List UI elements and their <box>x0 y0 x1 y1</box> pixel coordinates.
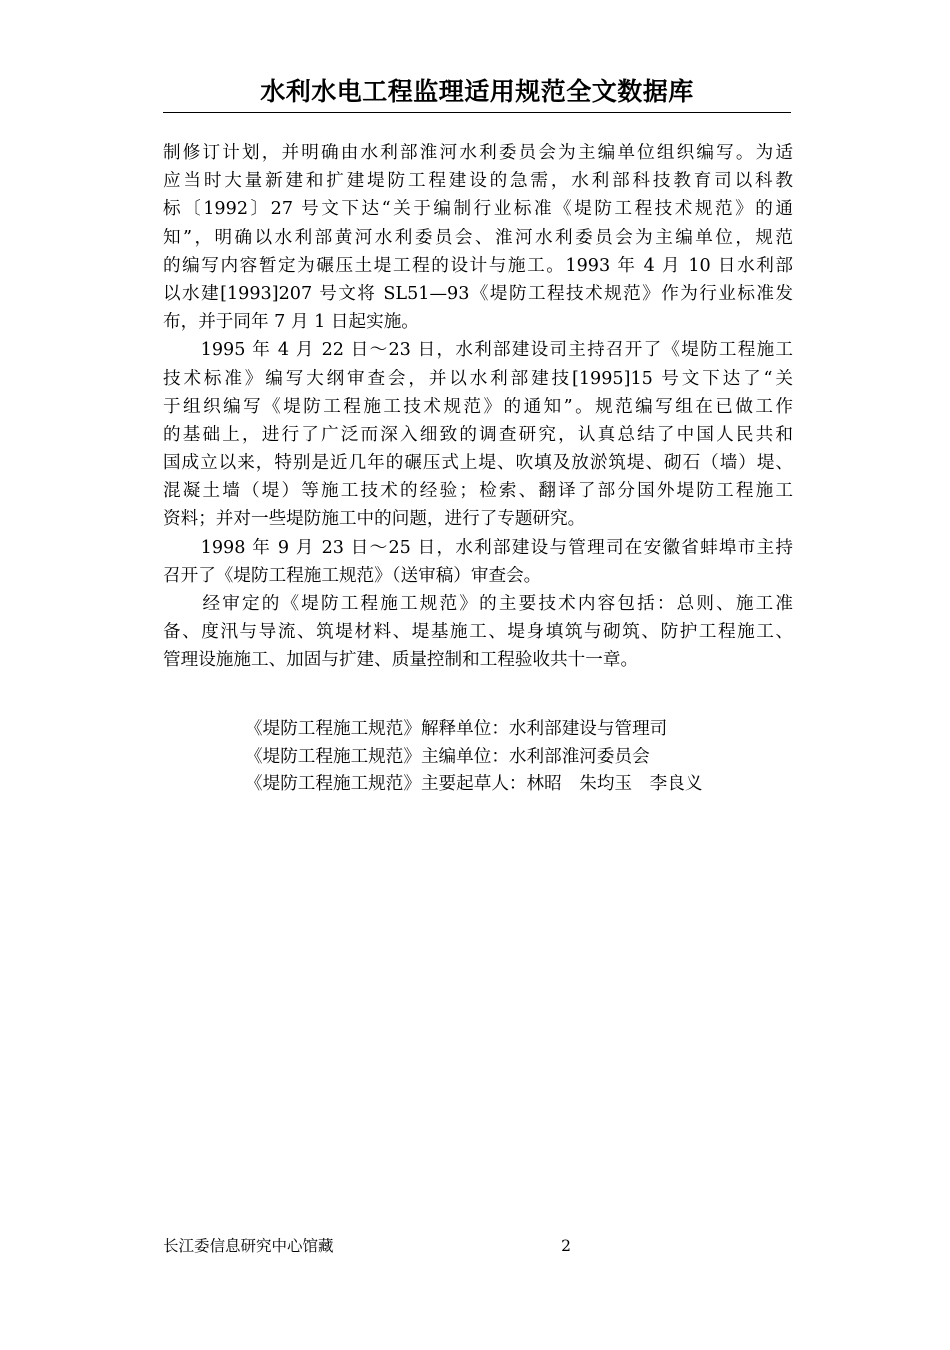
body-line: 资料；并对一些堤防施工中的问题，进行了专题研究。 <box>163 509 586 530</box>
body-line: 国成立以来，特别是近几年的碾压式上堤、吹填及放淤筑堤、砌石（墙）堤、 <box>163 453 793 474</box>
body-line: 布，并于同年 7 月 1 日起实施。 <box>163 312 419 333</box>
page-header <box>163 74 791 113</box>
body-line: 的编写内容暂定为碾压土堤工程的设计与施工。1993 年 4 月 10 日水利部 <box>163 255 793 276</box>
credit-interpreting-unit: 《堤防工程施工规范》解释单位：水利部建设与管理司 <box>245 719 668 739</box>
credit-chief-editor-unit: 《堤防工程施工规范》主编单位：水利部淮河委员会 <box>245 746 650 767</box>
body-text <box>163 139 793 675</box>
page-number: 2 <box>561 1237 571 1255</box>
body-line: 以水建[1993]207 号文将 SL51—93《堤防工程技术规范》作为行业标准发 <box>163 283 793 304</box>
body-line: 管理设施施工、加固与扩建、质量控制和工程验收共十一章。 <box>163 650 639 671</box>
body-line: 技术标准》编写大纲审查会，并以水利部建技[1995]15 号文下达了“关 <box>163 368 793 389</box>
body-line: 备、度汛与导流、筑堤材料、堤基施工、堤身填筑与砌筑、防护工程施工、 <box>163 622 793 643</box>
body-line: 知”，明确以水利部黄河水利委员会、淮河水利委员会为主编单位，规范 <box>163 227 793 248</box>
body-line: 1995 年 4 月 22 日～23 日，水利部建设司主持召开了《堤防工程施工 <box>163 340 793 361</box>
body-line: 召开了《堤防工程施工规范》（送审稿）审查会。 <box>163 565 542 586</box>
body-line: 制修订计划，并明确由水利部淮河水利委员会为主编单位组织编写。为适 <box>163 143 793 163</box>
body-line: 混凝土墙（堤）等施工技术的经验；检索、翻译了部分国外堤防工程施工 <box>163 481 793 502</box>
credits-block <box>245 716 805 799</box>
body-line: 标〔1992〕27 号文下达“关于编制行业标准《堤防工程技术规范》的通 <box>163 199 793 220</box>
body-line: 经审定的《堤防工程施工规范》的主要技术内容包括：总则、施工准 <box>163 594 793 614</box>
credit-main-drafters: 《堤防工程施工规范》主要起草人：林昭 朱均玉 李良义 <box>245 774 703 794</box>
body-line: 于组织编写《堤防工程施工技术规范》的通知”。规范编写组在已做工作 <box>163 396 793 417</box>
body-line: 的基础上，进行了广泛而深入细致的调查研究，认真总结了中国人民共和 <box>163 424 793 445</box>
body-line: 应当时大量新建和扩建堤防工程建设的急需，水利部科技教育司以科教 <box>163 171 793 192</box>
header-title: 水利水电工程监理适用规范全文数据库 <box>260 77 694 106</box>
body-line: 1998 年 9 月 23 日～25 日，水利部建设与管理司在安徽省蚌埠市主持 <box>163 537 793 558</box>
footer-collection-note: 长江委信息研究中心馆藏 <box>163 1237 334 1255</box>
